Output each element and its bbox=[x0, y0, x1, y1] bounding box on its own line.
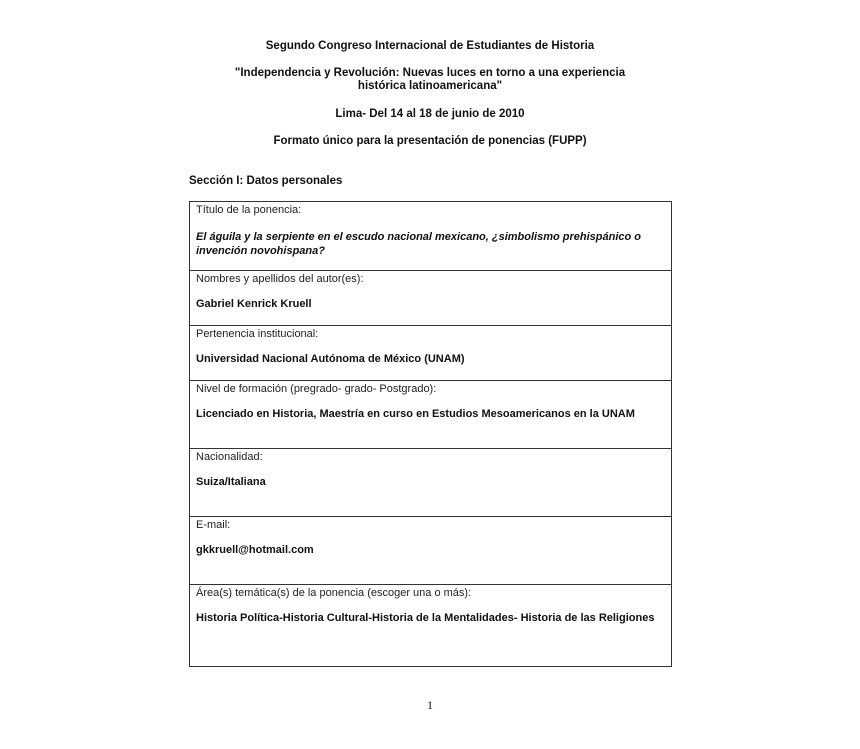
field-label: Área(s) temática(s) de la ponencia (escoger una o más): bbox=[196, 587, 472, 599]
field-value: Historia Política-Historia Cultural-Historia de la Mentalidades- Historia de las Religiones bbox=[196, 612, 655, 624]
field-row-email bbox=[190, 517, 671, 585]
field-row-title bbox=[190, 202, 671, 271]
theme-line-2: histórica latinoamericana" bbox=[357, 80, 503, 92]
field-value: Suiza/Italiana bbox=[196, 476, 266, 488]
field-row-institution bbox=[190, 326, 671, 381]
field-row-author bbox=[190, 271, 671, 326]
field-label: Nivel de formación (pregrado- grado- Postgrado): bbox=[196, 383, 437, 395]
page-number: 1 bbox=[427, 698, 433, 712]
theme-line-1: "Independencia y Revolución: Nuevas luces en torno a una experiencia bbox=[234, 67, 626, 79]
field-value: Universidad Nacional Autónoma de México (UNAM) bbox=[196, 353, 465, 365]
field-value: gkkruell@hotmail.com bbox=[196, 544, 314, 556]
field-value: Gabriel Kenrick Kruell bbox=[196, 298, 312, 310]
field-row-education bbox=[190, 381, 671, 449]
congress-title: Segundo Congreso Internacional de Estudiantes de Historia bbox=[265, 40, 595, 52]
field-value: Licenciado en Historia, Maestría en curso en Estudios Mesoamericanos en la UNAM bbox=[196, 408, 635, 420]
field-value: El águila y la serpiente en el escudo nacional mexicano, ¿simbolismo prehispánico o invención novohispana? bbox=[196, 231, 642, 257]
personal-data-table bbox=[189, 201, 672, 667]
field-label: Pertenencia institucional: bbox=[196, 328, 319, 340]
format-title: Formato único para la presentación de ponencias (FUPP) bbox=[273, 135, 587, 147]
place-date: Lima- Del 14 al 18 de junio de 2010 bbox=[335, 108, 525, 120]
field-label: Nombres y apellidos del autor(es): bbox=[196, 273, 364, 285]
field-row-areas bbox=[190, 585, 671, 666]
section-title: Sección I: Datos personales bbox=[189, 175, 343, 187]
congress-theme bbox=[0, 67, 860, 93]
field-row-nationality bbox=[190, 449, 671, 517]
field-label: E-mail: bbox=[196, 519, 231, 531]
field-label: Título de la ponencia: bbox=[196, 204, 302, 216]
field-label: Nacionalidad: bbox=[196, 451, 263, 463]
